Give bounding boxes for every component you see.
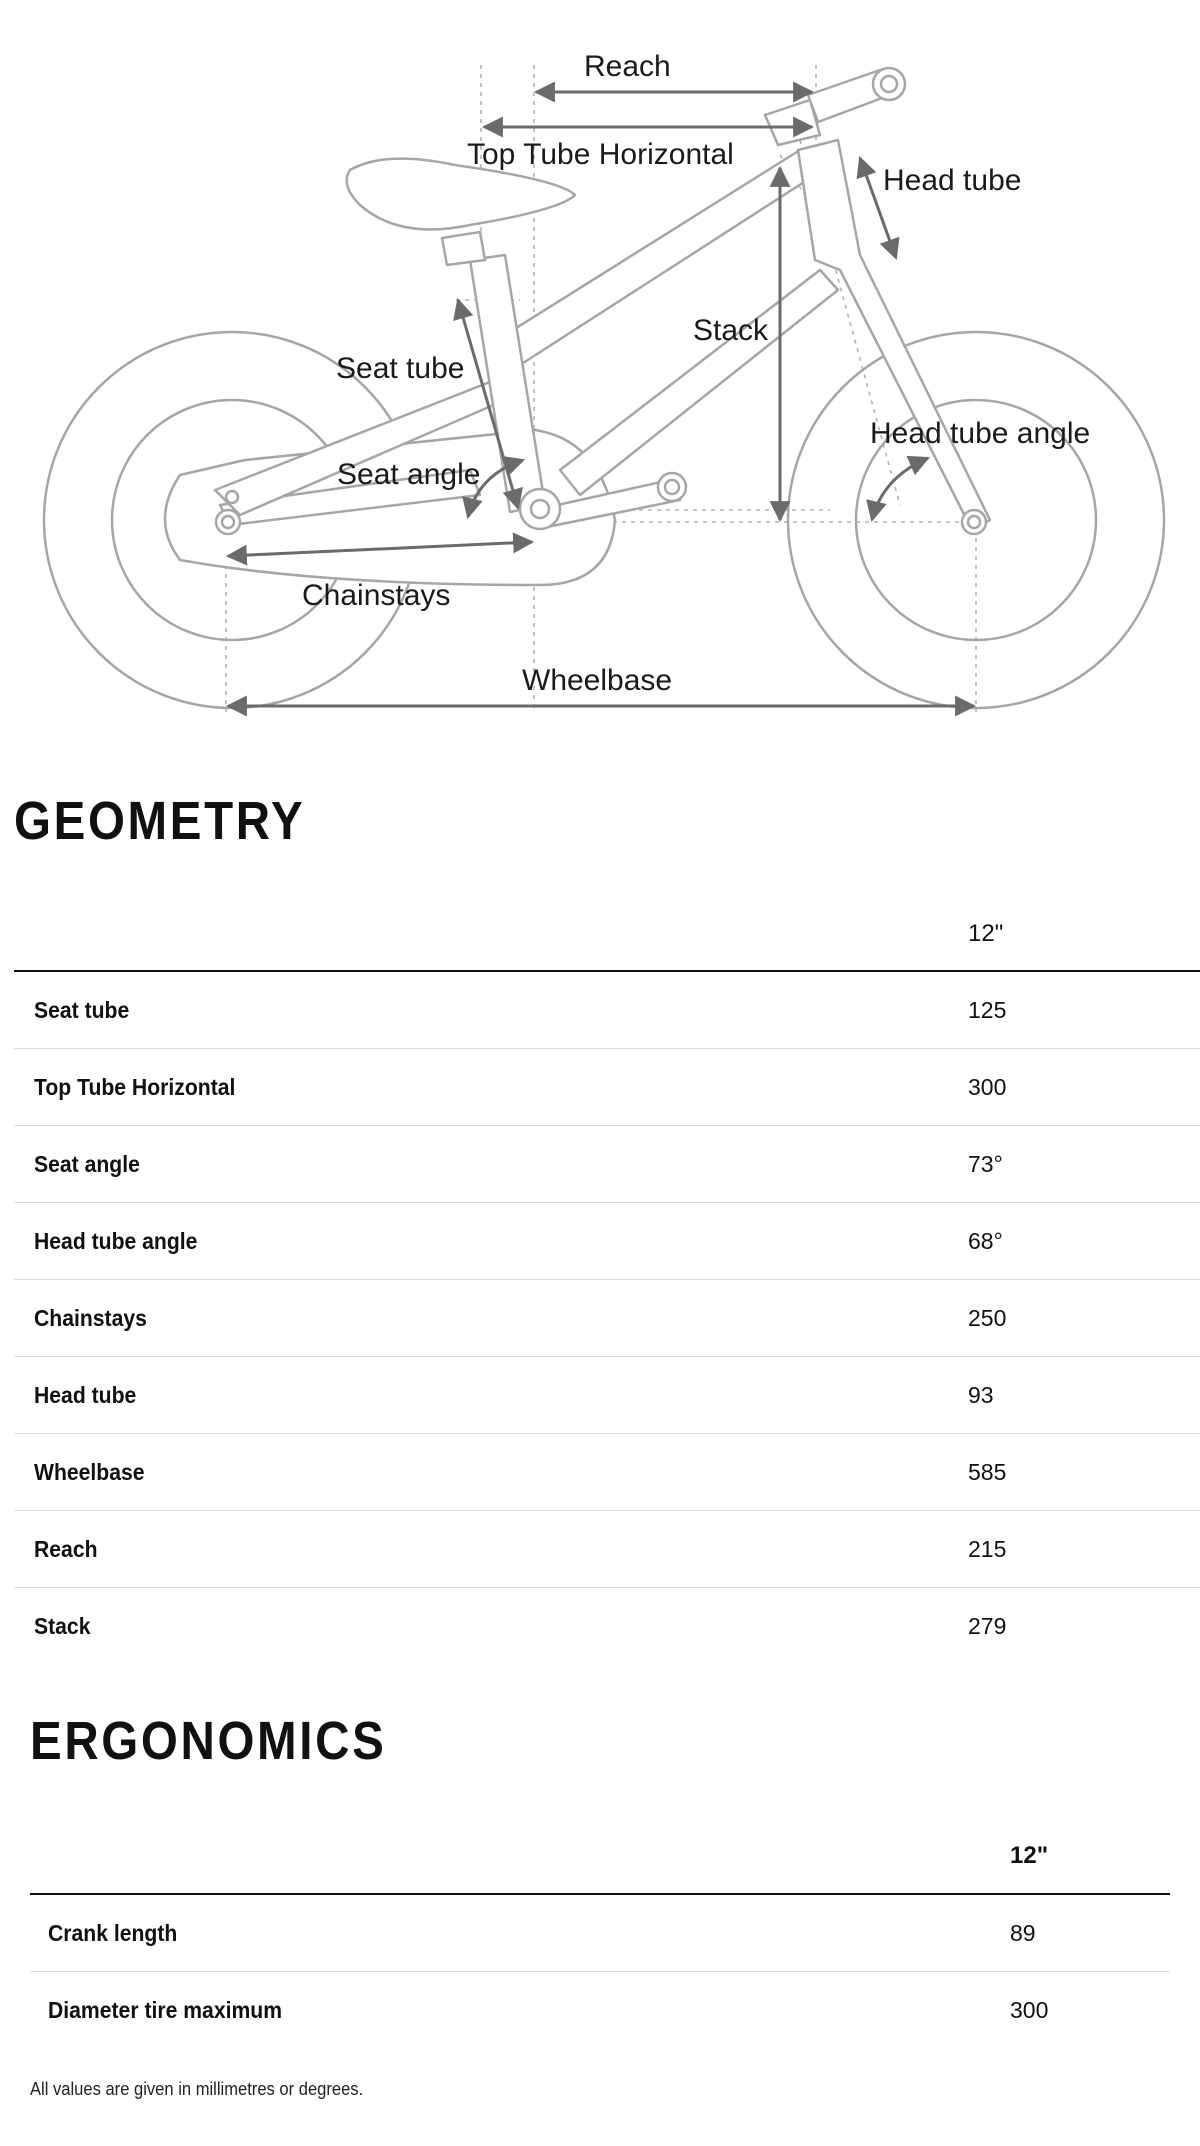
row-value: 279	[968, 1613, 1007, 1639]
row-value: 89	[1010, 1919, 1036, 1946]
label-stack: Stack	[693, 314, 769, 347]
table-row	[14, 1049, 1200, 1126]
label-seat-tube: Seat tube	[336, 352, 465, 385]
ergonomics-size-header: 12"	[1010, 1842, 1049, 1869]
label-chainstays: Chainstays	[302, 579, 451, 612]
table-row	[14, 972, 1200, 1049]
row-value: 250	[968, 1304, 1007, 1331]
row-value: 73°	[968, 1150, 1003, 1177]
row-value: 68°	[968, 1227, 1003, 1254]
row-label: Head tube	[34, 1381, 137, 1408]
geometry-table-header	[14, 900, 1200, 972]
row-value: 300	[1010, 1997, 1049, 2023]
row-value: 585	[968, 1458, 1007, 1485]
bike-geometry-diagram	[0, 0, 1200, 720]
row-value: 300	[968, 1073, 1007, 1100]
row-label: Head tube angle	[34, 1227, 198, 1254]
label-reach: Reach	[584, 50, 671, 83]
table-row	[14, 1588, 1200, 1665]
table-row	[30, 1895, 1170, 1972]
row-label: Top Tube Horizontal	[34, 1073, 236, 1100]
label-wheelbase: Wheelbase	[522, 664, 673, 697]
geometry-size-header: 12"	[968, 920, 1004, 947]
label-head-tube-angle: Head tube angle	[870, 417, 1091, 450]
measurement-arrows	[228, 92, 974, 706]
head-tube-angle-arrow	[872, 458, 928, 520]
ergonomics-table-header	[30, 1822, 1170, 1895]
row-label: Crank length	[48, 1919, 178, 1946]
row-label: Seat tube	[34, 996, 130, 1023]
label-top-tube-horizontal: Top Tube Horizontal	[467, 138, 734, 171]
table-row	[14, 1357, 1200, 1434]
row-label: Reach	[34, 1535, 98, 1562]
bike-geometry-illustration	[0, 0, 1200, 720]
row-label: Diameter tire maximum	[48, 1997, 283, 2023]
table-row	[14, 1434, 1200, 1511]
row-value: 93	[968, 1381, 994, 1408]
table-row	[14, 1280, 1200, 1357]
ergonomics-table-body	[30, 1895, 1170, 2049]
row-value: 125	[968, 996, 1007, 1023]
label-head-tube: Head tube	[883, 164, 1022, 197]
ergonomics-title: ERGONOMICS	[30, 1711, 387, 1771]
label-seat-angle: Seat angle	[337, 458, 481, 491]
table-row	[30, 1972, 1170, 2049]
table-row	[14, 1511, 1200, 1588]
geometry-title: GEOMETRY	[14, 791, 306, 851]
row-label: Stack	[34, 1613, 91, 1639]
ergonomics-table	[30, 1822, 1170, 2049]
row-value: 215	[968, 1535, 1007, 1562]
row-label: Seat angle	[34, 1150, 140, 1177]
row-label: Chainstays	[34, 1304, 147, 1331]
geometry-table	[14, 900, 1200, 1665]
geometry-table-body	[14, 972, 1200, 1665]
row-label: Wheelbase	[34, 1458, 145, 1485]
table-row	[14, 1203, 1200, 1280]
table-row	[14, 1126, 1200, 1203]
units-footnote: All values are given in millimetres or degrees.	[30, 2079, 364, 2099]
